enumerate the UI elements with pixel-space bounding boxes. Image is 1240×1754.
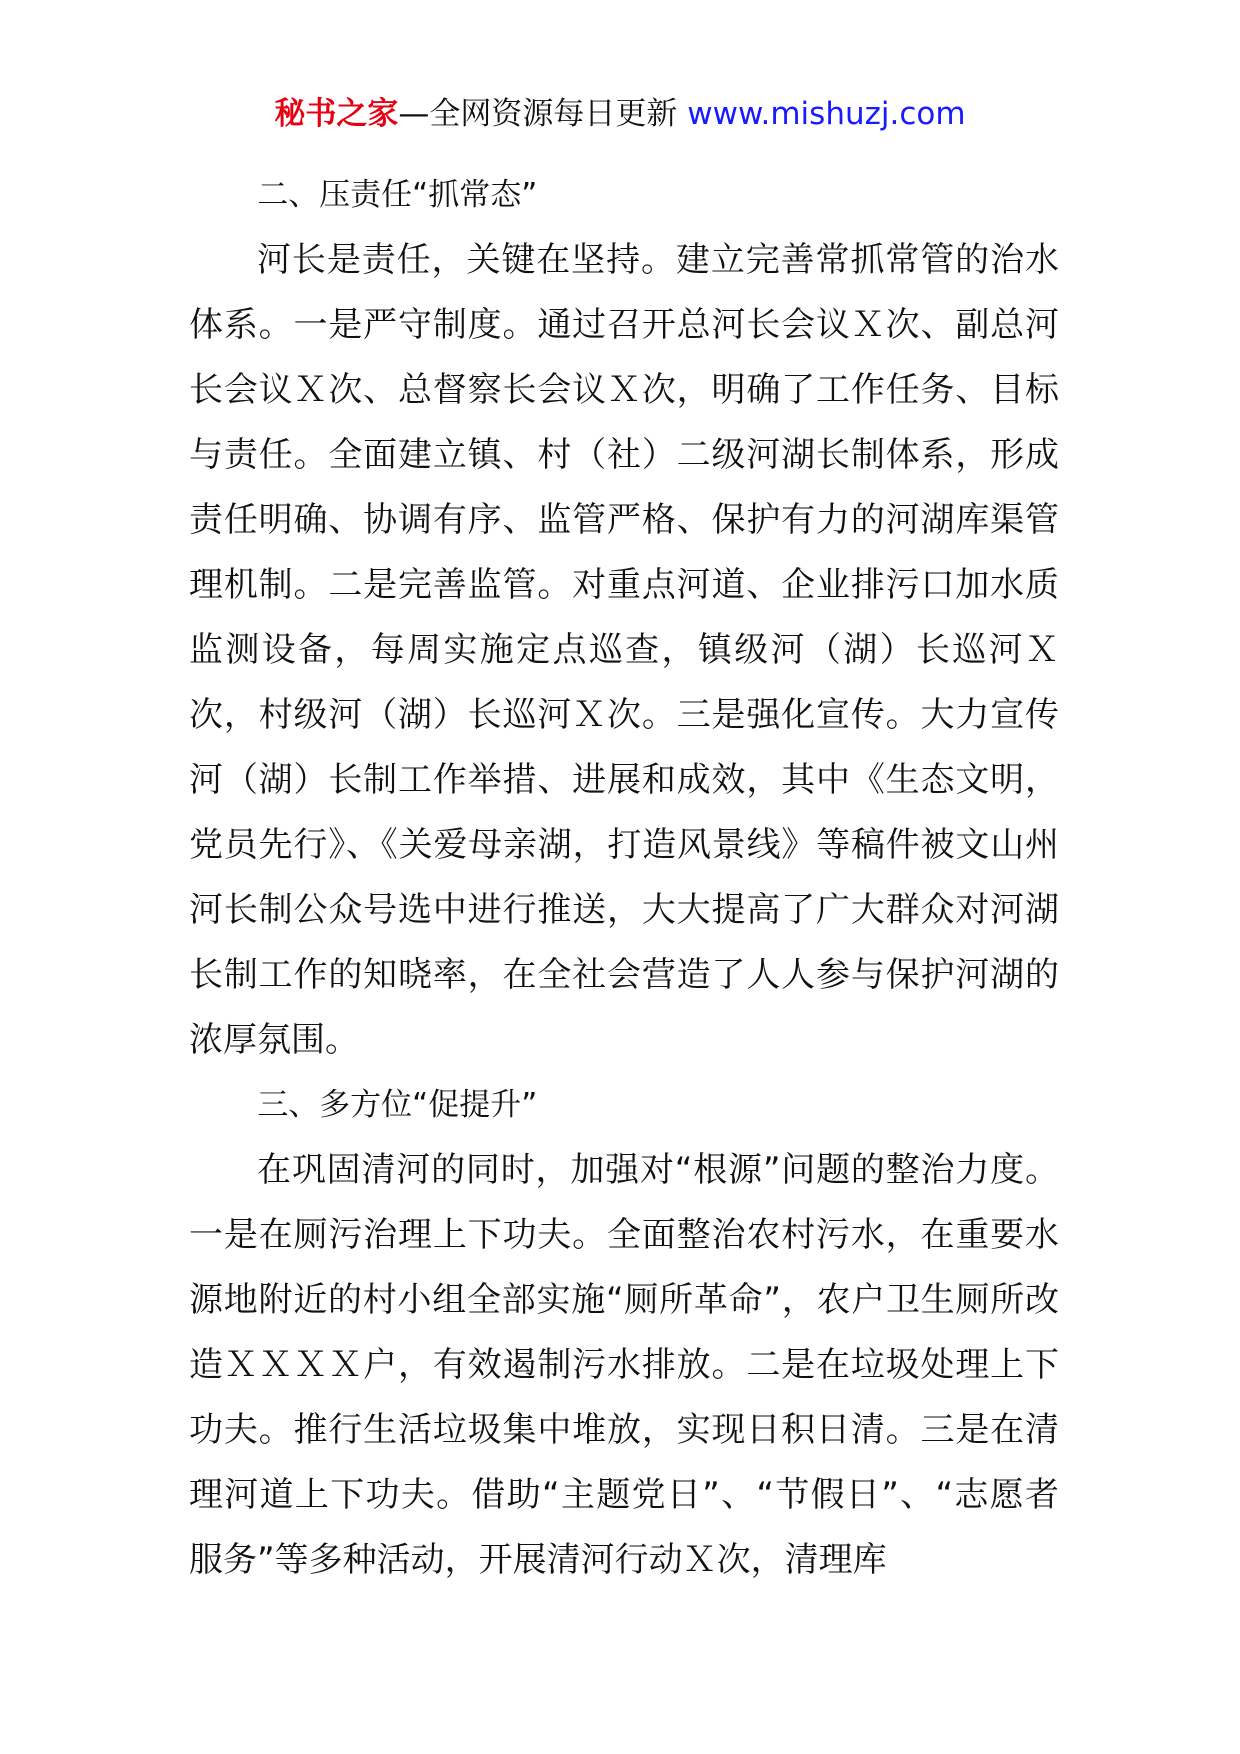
banner-slogan: —全网资源每日更新: [398, 96, 688, 132]
document-body: [189, 163, 1059, 1593]
site-banner: [0, 94, 1240, 134]
section-heading-3: 三、多方位“促提升”: [257, 1087, 538, 1123]
section-heading-2: 二、压责任“抓常态”: [257, 177, 538, 213]
site-url-link[interactable]: www.mishuzj.com: [687, 96, 966, 132]
section-paragraph-3: 在巩固清河的同时，加强对“根源”问题的整治力度。一是在厕污治理上下功夫。全面整治农村污水，在重要水源地附近的村小组全部实施“厕所革命”，农户卫生厕所改造ＸＸＸＸ户，有效遏制污水排放。二是在垃圾处理上下功夫。推行生活垃圾集中堆放，实现日积日清。三是在清理河道上下功夫。借助“主题党日”、“节假日”、“志愿者服务”等多种活动，开展清河行动Ｘ次，清理库: [189, 1150, 1059, 1580]
brand-name: 秘书之家: [274, 96, 399, 132]
section-paragraph-2: 河长是责任，关键在坚持。建立完善常抓常管的治水体系。一是严守制度。通过召开总河长会议Ｘ次、副总河长会议Ｘ次、总督察长会议Ｘ次，明确了工作任务、目标与责任。全面建立镇、村（社）二级河湖长制体系，形成责任明确、协调有序、监管严格、保护有力的河湖库渠管理机制。二是完善监管。对重点河道、企业排污口加水质监测设备，每周实施定点巡查，镇级河（湖）长巡河Ｘ次，村级河（湖）长巡河Ｘ次。三是强化宣传。大力宣传河（湖）长制工作举措、进展和成效，其中《生态文明，党员先行》、《关爱母亲湖，打造风景线》等稿件被文山州河长制公众号选中进行推送，大大提高了广大群众对河湖长制工作的知晓率，在全社会营造了人人参与保护河湖的浓厚氛围。: [189, 240, 1059, 1060]
